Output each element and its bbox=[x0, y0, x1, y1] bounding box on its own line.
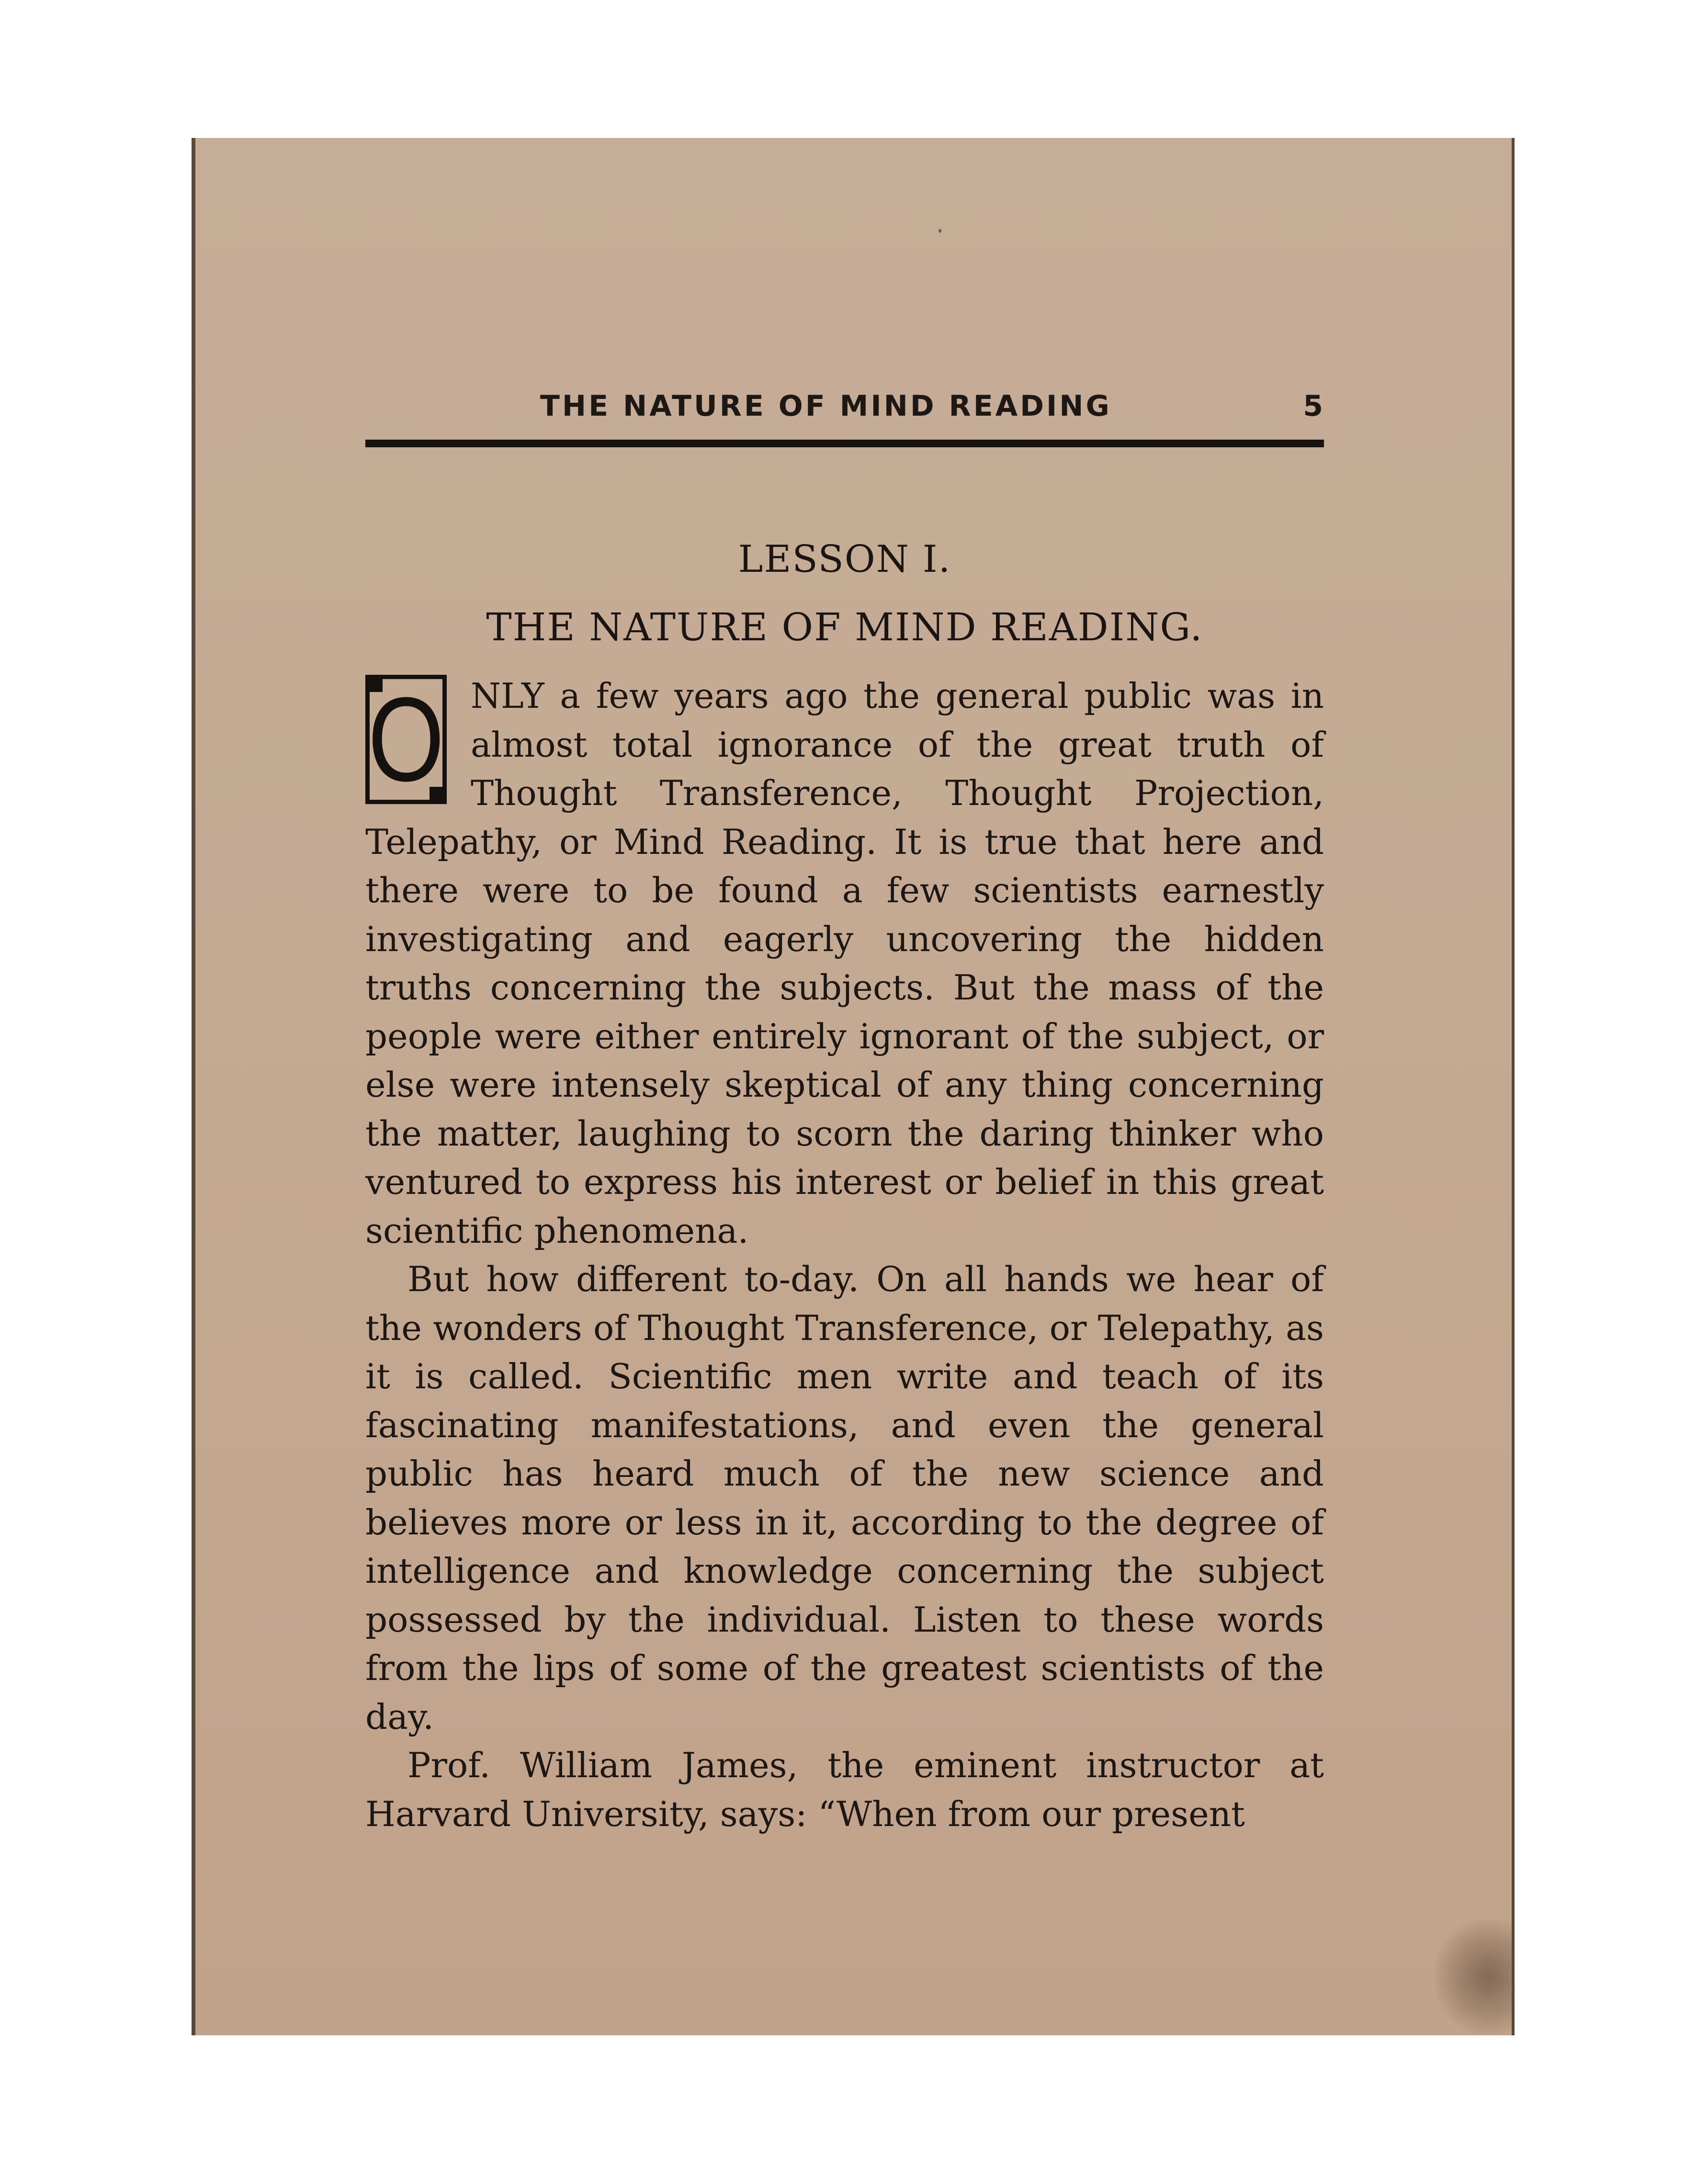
lesson-title: THE NATURE OF MIND READING. bbox=[486, 605, 1203, 649]
paragraph-3: Prof. William James, the eminent instructor at Harvard University, says: “When from our present bbox=[365, 1745, 1324, 1834]
paragraph-1 bbox=[365, 672, 1324, 1255]
drop-cap-frame bbox=[365, 672, 447, 806]
running-head-title: THE NATURE OF MIND READING bbox=[540, 389, 1112, 423]
header-rule bbox=[365, 440, 1324, 447]
scan-right-edge bbox=[1512, 138, 1515, 2035]
drop-cap bbox=[365, 672, 456, 814]
running-head bbox=[365, 389, 1323, 432]
paragraph-2: But how different to-day. On all hands we hear of the wonders of Thought Transference, or Telepathy, as it is called. Scientific men write and teach of its fascinating manifestations, and even the general public has heard much of the new science and believes more or less in it, according to the degree of intelligence and knowledge concerning the subject possessed by the individual. Listen to these words from the lips of some of the greatest scientists of the day. bbox=[365, 1259, 1324, 1737]
scan-left-edge bbox=[192, 138, 195, 2035]
paragraph-1-text: NLY a few years ago the general public was in almost total ignorance of the great truth of Thought Transference, Thought Projection, Telepathy, or Mind Reading. It is true that here and there were to be found a few scientists earnestly investigating and eagerly uncovering the hidden truths concerning the subjects. But the mass of the people were either entirely ignorant of the subject, or else were intensely skeptical of any thing concerning the matter, laughing to scorn the daring thinker who ventured to express his interest or belief in this great scientific phenomena. bbox=[365, 676, 1324, 1251]
drop-cap-letter: O bbox=[368, 672, 444, 806]
lesson-number: LESSON I. bbox=[738, 538, 951, 581]
thumb-shadow bbox=[1435, 1919, 1512, 2034]
scanned-page bbox=[192, 138, 1515, 2035]
paper-speck bbox=[939, 229, 941, 233]
page-number: 5 bbox=[1303, 389, 1323, 423]
body-text bbox=[365, 672, 1324, 1965]
